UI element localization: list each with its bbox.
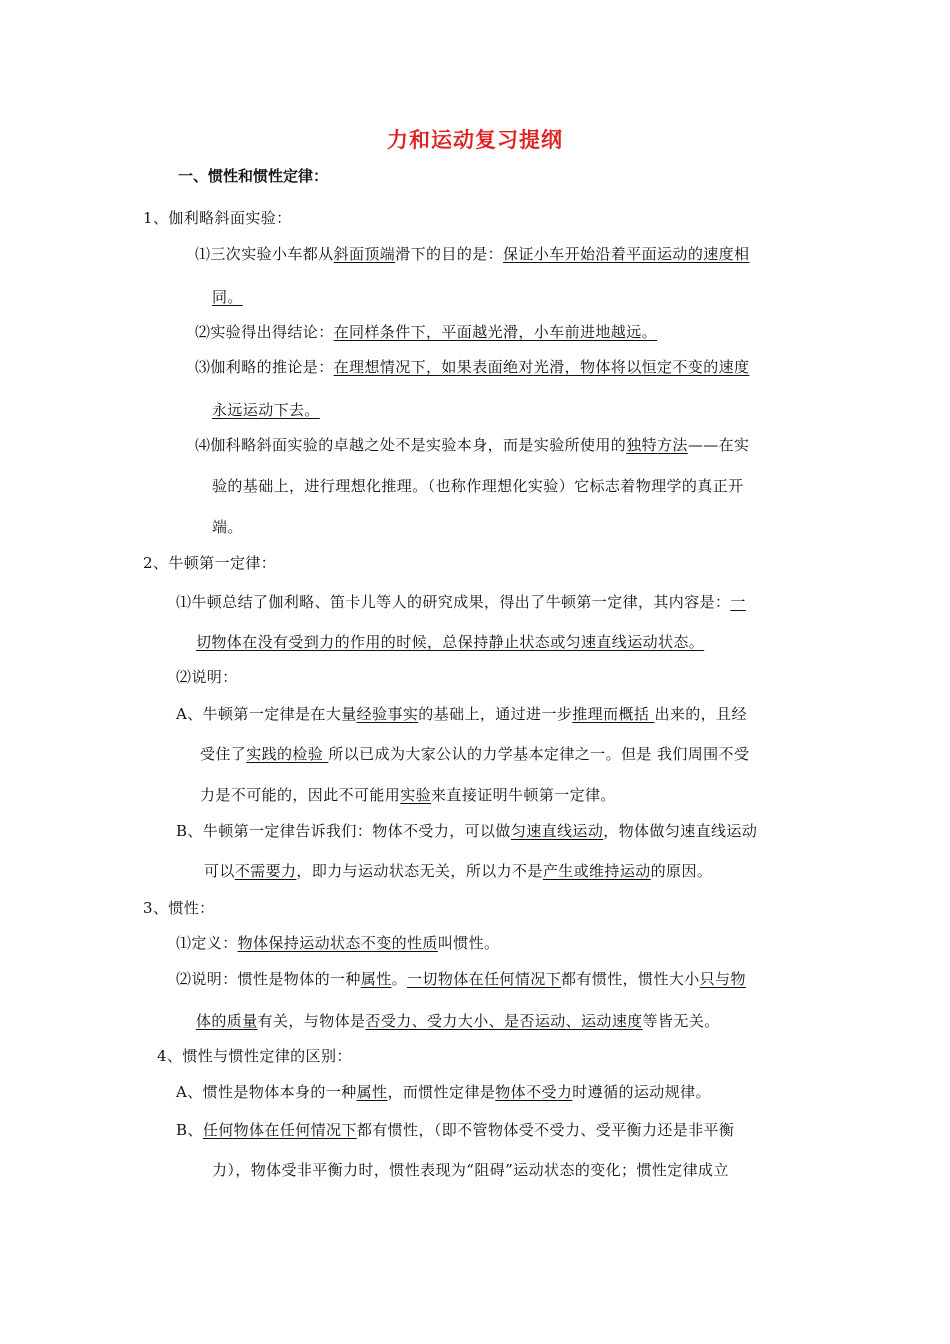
s3-p2-line1: ⑵说明：惯性是物体的一种属性。一切物体在任何情况下都有惯性，惯性大小只与物 — [176, 970, 746, 988]
s2-p1-line1: ⑴牛顿总结了伽利略、笛卡儿等人的研究成果，得出了牛顿第一定律，其内容是：一 — [176, 593, 746, 611]
s1-p4-line3: 端。 — [212, 518, 243, 536]
heading-inertia: 3、惯性： — [143, 899, 215, 917]
s1-p1-line2: 同。 — [212, 288, 243, 306]
s1-p4-line2: 验的基础上，进行理想化推理。（也称作理想化实验）它标志着物理学的真正开 — [212, 477, 744, 495]
s1-p2: ⑵实验得出得结论：在同样条件下，平面越光滑，小车前进地越远。 — [195, 323, 658, 341]
s3-p1: ⑴定义：物体保持运动状态不变的性质叫惯性。 — [176, 934, 500, 952]
s2-a-line3: 力是不可能的，因此不可能用实验来直接证明牛顿第一定律。 — [200, 786, 616, 804]
s2-p2: ⑵说明： — [176, 668, 238, 686]
s2-a-line2: 受住了实践的检验 所以已成为大家公认的力学基本定律之一。但是 我们周围不受 — [200, 745, 750, 763]
s4-b-line1: B、任何物体在任何情况下都有惯性，（即不管物体受不受力、受平衡力还是非平衡 — [176, 1121, 735, 1139]
s1-p4-line1: ⑷伽科略斜面实验的卓越之处不是实验本身，而是实验所使用的独特方法——在实 — [195, 436, 750, 454]
s4-b-line2: 力），物体受非平衡力时，惯性表现为“阻碍”运动状态的变化；惯性定律成立 — [212, 1161, 729, 1179]
page-title: 力和运动复习提纲 — [387, 128, 563, 152]
s1-p1-line1: ⑴三次实验小车都从斜面顶端滑下的目的是：保证小车开始沿着平面运动的速度相 — [195, 245, 750, 263]
s1-p3-line2: 永远运动下去。 — [212, 401, 320, 419]
s3-p2-line2: 体的质量有关，与物体是否受力、受力大小、是否运动、运动速度等皆无关。 — [196, 1012, 720, 1030]
s2-b-line2: 可以不需要力，即力与运动状态无关，所以力不是产生或维持运动的原因。 — [204, 862, 713, 880]
s1-p3-line1: ⑶伽利略的推论是：在理想情况下，如果表面绝对光滑，物体将以恒定不变的速度 — [195, 358, 750, 376]
s4-a: A、惯性是物体本身的一种属性，而惯性定律是物体不受力时遵循的运动规律。 — [176, 1083, 711, 1101]
heading-galileo: 1、伽利略斜面实验： — [143, 209, 292, 227]
s2-p1-line2: 切物体在没有受到力的作用的时候，总保持静止状态或匀速直线运动状态。 — [196, 633, 705, 651]
heading-newton: 2、牛顿第一定律： — [143, 554, 277, 572]
heading-difference: 4、惯性与惯性定律的区别： — [157, 1047, 352, 1065]
s2-b-line1: B、牛顿第一定律告诉我们：物体不受力，可以做匀速直线运动，物体做匀速直线运动 — [176, 822, 758, 840]
s2-a-line1: A、牛顿第一定律是在大量经验事实的基础上，通过进一步推理而概括 出来的，且经 — [176, 705, 747, 723]
section-heading-1: 一、惯性和惯性定律： — [178, 167, 329, 185]
